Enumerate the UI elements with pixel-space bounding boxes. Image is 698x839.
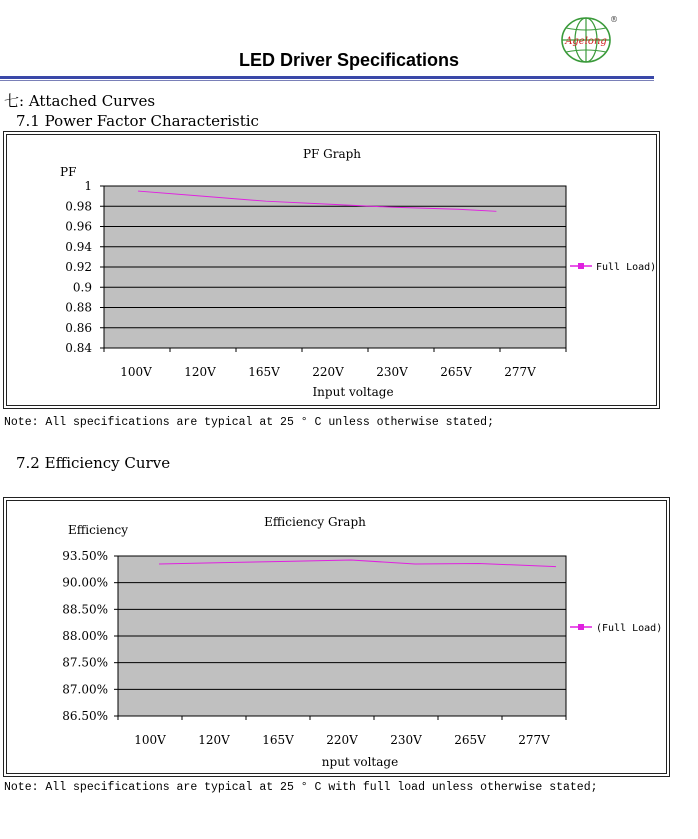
eff-chart-title: Efficiency Graph bbox=[264, 515, 366, 529]
eff-x-tick-label: 277V bbox=[518, 733, 550, 747]
eff-x-axis-label: nput voltage bbox=[321, 755, 399, 769]
pf-x-tick-label: 277V bbox=[504, 365, 536, 379]
pf-y-tick-label: 0.9 bbox=[72, 280, 92, 295]
section-heading: 七: Attached Curves bbox=[4, 92, 156, 110]
logo-text: Agelong bbox=[565, 36, 607, 47]
eff-legend-label: (Full Load) bbox=[596, 623, 663, 634]
pf-x-tick-label: 230V bbox=[376, 365, 408, 379]
pf-y-axis-label: PF bbox=[60, 165, 77, 179]
subsection-efficiency-heading: 7.2 Efficiency Curve bbox=[16, 454, 171, 472]
eff-legend-marker bbox=[578, 624, 584, 630]
eff-x-tick-label: 265V bbox=[454, 733, 486, 747]
pf-y-tick-label: 0.96 bbox=[65, 219, 92, 234]
pf-y-tick-label: 1 bbox=[84, 179, 92, 193]
pf-chart-title: PF Graph bbox=[302, 147, 362, 161]
eff-y-tick-label: 87.00% bbox=[62, 682, 108, 697]
subsection-pf-heading: 7.1 Power Factor Characteristic bbox=[16, 112, 259, 130]
eff-x-tick-label: 220V bbox=[326, 733, 358, 747]
pf-y-tick-label: 0.92 bbox=[65, 260, 92, 274]
pf-y-tick-label: 0.84 bbox=[65, 341, 92, 355]
eff-x-tick-label: 100V bbox=[134, 733, 166, 747]
pf-y-tick-label: 0.88 bbox=[65, 300, 92, 315]
eff-y-tick-label: 86.50% bbox=[62, 709, 108, 723]
page-title: LED Driver Specifications bbox=[238, 50, 460, 70]
eff-y-tick-label: 90.00% bbox=[62, 575, 108, 590]
eff-x-tick-label: 230V bbox=[390, 733, 422, 747]
pf-x-tick-label: 265V bbox=[440, 365, 472, 379]
eff-y-tick-label: 87.50% bbox=[62, 655, 108, 670]
pf-x-tick-label: 120V bbox=[184, 365, 216, 379]
pf-x-axis-label: Input voltage bbox=[312, 385, 394, 399]
pf-x-tick-label: 165V bbox=[248, 365, 280, 379]
efficiency-note: Note: All specifications are typical at 25 ° C with full load unless otherwise stated; bbox=[4, 781, 598, 794]
pf-x-tick-label: 100V bbox=[120, 365, 152, 379]
eff-y-tick-label: 88.00% bbox=[62, 629, 108, 643]
pf-y-tick-label: 0.94 bbox=[65, 239, 92, 254]
pf-y-tick-label: 0.98 bbox=[65, 199, 92, 214]
eff-y-tick-label: 88.50% bbox=[62, 602, 108, 617]
pf-x-tick-label: 220V bbox=[312, 365, 344, 379]
eff-x-tick-label: 120V bbox=[198, 733, 230, 747]
eff-x-tick-label: 165V bbox=[262, 733, 294, 747]
pf-note: Note: All specifications are typical at 25 ° C unless otherwise stated; bbox=[4, 416, 494, 429]
registered-mark: ® bbox=[610, 15, 618, 24]
eff-y-axis-label: Efficiency bbox=[68, 523, 129, 537]
pf-legend-label: Full Load) bbox=[596, 262, 657, 273]
eff-y-tick-label: 93.50% bbox=[62, 549, 108, 563]
pf-y-tick-label: 0.86 bbox=[65, 320, 92, 335]
